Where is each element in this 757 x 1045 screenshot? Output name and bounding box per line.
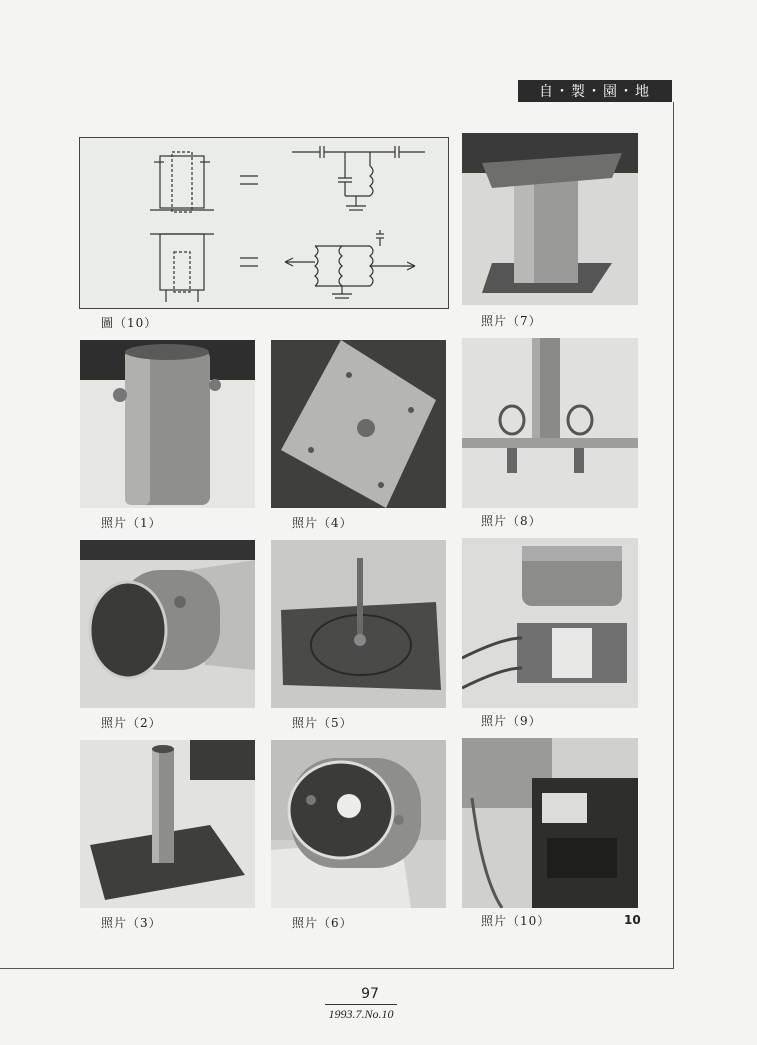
photo-4-caption: 照片（4） (292, 516, 353, 530)
photo-2-caption: 照片（2） (101, 716, 162, 730)
photo-10-caption: 照片（10） (481, 914, 551, 928)
photo-5-caption: 照片（5） (292, 716, 353, 730)
page-number: 97 (361, 986, 379, 1002)
photo-6 (271, 740, 446, 908)
photo-1-caption: 照片（1） (101, 516, 162, 530)
photo-2 (80, 540, 255, 708)
photo-8-caption: 照片（8） (481, 514, 542, 528)
photo-7-caption: 照片（7） (481, 314, 542, 328)
figure-10-diagram (79, 137, 449, 309)
photo-3-caption: 照片（3） (101, 916, 162, 930)
corner-mark: 10 (624, 913, 641, 927)
issue-label: 1993.7.No.10 (328, 1007, 394, 1021)
photo-7 (462, 133, 638, 305)
photo-10 (462, 738, 638, 908)
section-title: 自・製・園・地 (518, 80, 672, 102)
photo-8 (462, 338, 638, 508)
photo-3 (80, 740, 255, 908)
photo-9 (462, 538, 638, 708)
right-border-rule (673, 102, 674, 968)
photo-1 (80, 340, 255, 508)
photo-5 (271, 540, 446, 708)
page-number-rule (325, 1004, 397, 1005)
figure-10-caption: 圖（10） (101, 316, 158, 330)
photo-9-caption: 照片（9） (481, 714, 542, 728)
circuit-diagram (80, 138, 448, 308)
photo-6-caption: 照片（6） (292, 916, 353, 930)
photo-4 (271, 340, 446, 508)
bottom-border-rule (0, 968, 674, 969)
